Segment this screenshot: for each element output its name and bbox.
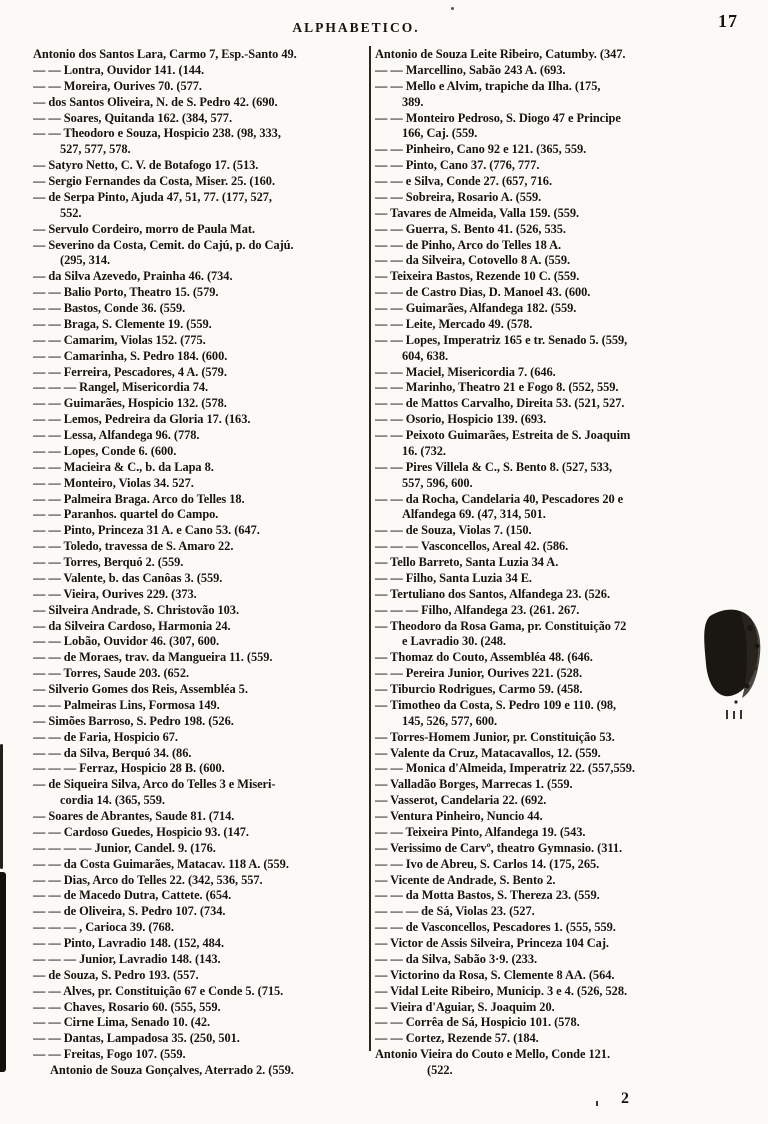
directory-line: 145, 526, 577, 600. — [402, 713, 498, 728]
directory-line: — — Cardoso Guedes, Hospicio 93. (147. — [33, 824, 249, 839]
directory-line: 552. — [60, 205, 82, 220]
directory-line: — — — Filho, Alfandega 23. (261. 267. — [375, 602, 580, 617]
directory-line: — Tello Barreto, Santa Luzia 34 A. — [375, 555, 559, 569]
directory-line: (522. — [427, 1063, 453, 1077]
directory-line: — — de Pinho, Arco do Telles 18 A. — [375, 237, 562, 252]
directory-line: — — Ferreira, Pescadores, 4 A. (579. — [33, 364, 227, 379]
directory-line: — — Osorio, Hospicio 139. (693. — [375, 412, 547, 427]
directory-line: — Silveira Andrade, S. Christovão 103. — [33, 602, 240, 617]
directory-line: — — da Rocha, Candelaria 40, Pescadores 20 e — [375, 491, 624, 506]
directory-line: — Servulo Cordeiro, morro de Paula Mat. — [33, 221, 255, 236]
directory-line: 527, 577, 578. — [60, 142, 131, 157]
directory-line: — — Pinto, Lavradio 148. (152, 484. — [33, 936, 224, 950]
directory-line: — — Pinto, Princeza 31 A. e Cano 53. (647. — [33, 523, 260, 538]
directory-line: — — da Motta Bastos, S. Thereza 23. (559. — [375, 888, 600, 903]
scan-speck — [451, 7, 454, 10]
directory-line: — — Camarim, Violas 152. (775. — [33, 332, 206, 347]
directory-line: — — Guimarães, Hospicio 132. (578. — [33, 396, 227, 411]
directory-column-right — [375, 47, 767, 1092]
directory-line: — — de Moraes, trav. da Mangueira 11. (559. — [33, 650, 273, 665]
directory-line: — — de Souza, Violas 7. (150. — [375, 523, 532, 538]
directory-line: Antonio dos Santos Lara, Carmo 7, Esp.-Santo 49. — [33, 47, 297, 61]
directory-line: — — Cortez, Rezende 57. (184. — [375, 1031, 539, 1046]
directory-line: — Torres-Homem Junior, pr. Constituição 53. — [375, 729, 615, 744]
column-divider-rule — [369, 46, 371, 1051]
directory-line: — — — Rangel, Misericordia 74. — [33, 380, 209, 395]
directory-line: — — Torres, Saude 203. (652. — [33, 666, 190, 681]
directory-line: — — Alves, pr. Constituição 67 e Conde 5. (715. — [33, 983, 284, 998]
directory-line: — — Lessa, Alfandega 96. (778. — [33, 428, 200, 442]
directory-line: — — Leite, Mercado 49. (578. — [375, 316, 533, 331]
directory-line: — — Lemos, Pedreira da Gloria 17. (163. — [33, 412, 251, 427]
directory-line: — Vasserot, Candelaria 22. (692. — [375, 793, 547, 808]
directory-line: — — Freitas, Fogo 107. (559. — [33, 1047, 186, 1062]
directory-line: — — da Silva, Sabão 3·9. (233. — [375, 951, 538, 966]
directory-line: — — Pinto, Cano 37. (776, 777. — [375, 158, 540, 173]
directory-line: — de Serpa Pinto, Ajuda 47, 51, 77. (177, 527, — [33, 189, 272, 204]
directory-line: — — Bastos, Conde 36. (559. — [33, 301, 186, 315]
directory-line: 557, 596, 600. — [402, 475, 473, 490]
directory-line: — Simões Barroso, S. Pedro 198. (526. — [33, 713, 234, 728]
directory-line: — — Sobreira, Rosario A. (559. — [375, 189, 542, 204]
directory-line: — — Maciel, Misericordia 7. (646. — [375, 364, 556, 379]
directory-line: — — da Silveira, Cotovello 8 A. (559. — [375, 253, 571, 268]
directory-line: — — de Faria, Hospicio 67. — [33, 729, 178, 744]
directory-line: — — Corrêa de Sá, Hospicio 101. (578. — [375, 1015, 580, 1030]
directory-line: — — Balio Porto, Theatro 15. (579. — [33, 285, 219, 300]
directory-line: — — Pires Villela & C., S. Bento 8. (527, 533, — [375, 459, 613, 474]
directory-line: — — Theodoro e Souza, Hospicio 238. (98, 333, — [33, 126, 281, 141]
directory-line: — — Dias, Arco do Telles 22. (342, 536, 557. — [33, 872, 263, 887]
directory-line: — — Chaves, Rosario 60. (555, 559. — [33, 999, 221, 1014]
directory-line: — Tertuliano dos Santos, Alfandega 23. (526. — [375, 586, 610, 601]
directory-line: — Satyro Netto, C. V. de Botafogo 17. (513. — [33, 158, 259, 173]
directory-line: Alfandega 69. (47, 314, 501. — [402, 507, 546, 522]
directory-line: — — Lopes, Conde 6. (600. — [33, 443, 177, 458]
directory-line: — Soares de Abrantes, Saude 81. (714. — [33, 809, 235, 823]
directory-line: — — Ivo de Abreu, S. Carlos 14. (175, 265. — [375, 856, 600, 871]
directory-column-left — [33, 47, 368, 1087]
directory-line: — da Silveira Cardoso, Harmonia 24. — [33, 618, 231, 633]
directory-line: — Silverio Gomes dos Reis, Assembléa 5. — [33, 682, 248, 696]
directory-line: — Theodoro da Rosa Gama, pr. Constituição 72 — [375, 618, 627, 633]
directory-line: — — Lobão, Ouvidor 46. (307, 600. — [33, 634, 220, 649]
directory-line: 16. (732. — [402, 443, 446, 458]
directory-line: — dos Santos Oliveira, N. de S. Pedro 42. (690. — [33, 94, 278, 109]
directory-line: — Vicente de Andrade, S. Bento 2. — [375, 872, 556, 887]
directory-line: — — Mello e Alvim, trapiche da Ilha. (175, — [375, 78, 601, 93]
directory-line: — — Cirne Lima, Senado 10. (42. — [33, 1015, 211, 1030]
directory-line: — — Monica d'Almeida, Imperatriz 22. (557,559. — [375, 761, 635, 776]
directory-line: — Ventura Pinheiro, Nuncio 44. — [375, 809, 543, 823]
directory-line: — — Moreira, Ourives 70. (577. — [33, 78, 202, 93]
directory-line: Antonio de Souza Gonçalves, Aterrado 2. (559. — [50, 1063, 294, 1077]
directory-line: — Teixeira Bastos, Rezende 10 C. (559. — [375, 269, 580, 284]
directory-line: — Vidal Leite Ribeiro, Municip. 3 e 4. (526, 528. — [375, 983, 628, 998]
directory-line: — — Vieira, Ourives 229. (373. — [33, 586, 197, 601]
directory-line: — — Soares, Quitanda 162. (384, 577. — [33, 110, 232, 125]
directory-line: — Vieira d'Aguiar, S. Joaquim 20. — [375, 999, 555, 1014]
directory-line: — — de Mattos Carvalho, Direita 53. (521, 527. — [375, 396, 625, 411]
directory-line: — da Silva Azevedo, Prainha 46. (734. — [33, 269, 233, 284]
directory-line: — — Braga, S. Clemente 19. (559. — [33, 316, 212, 331]
directory-line: — — Monteiro Pedroso, S. Diogo 47 e Principe — [375, 110, 621, 125]
directory-line: — — Toledo, travessa de S. Amaro 22. — [33, 539, 234, 554]
directory-line: — — Peixoto Guimarães, Estreita de S. Joaquim — [375, 428, 631, 442]
directory-line: — Tiburcio Rodrigues, Carmo 59. (458. — [375, 682, 583, 696]
directory-line: — — Marinho, Theatro 21 e Fogo 8. (552, 559. — [375, 380, 619, 395]
scan-edge-mark — [0, 744, 3, 869]
directory-line: — Verissimo de Carvº, theatro Gymnasio. (311. — [375, 840, 623, 855]
directory-line: 604, 638. — [402, 348, 449, 363]
directory-line: (295, 314. — [60, 253, 111, 268]
directory-line: — — — — Junior, Candel. 9. (176. — [33, 840, 216, 855]
directory-line: — Victorino da Rosa, S. Clemente 8 AA. (564. — [375, 967, 615, 982]
directory-line: — — Palmeira Braga. Arco do Telles 18. — [33, 491, 245, 506]
signature-mark: 2 — [621, 1090, 629, 1107]
directory-line: — — Marcellino, Sabão 243 A. (693. — [375, 62, 566, 77]
directory-line: — — — Junior, Lavradio 148. (143. — [33, 951, 221, 966]
directory-line: — — Lopes, Imperatriz 165 e tr. Senado 5. (559, — [375, 332, 628, 347]
directory-line: 166, Caj. (559. — [402, 126, 478, 141]
directory-line: — Valladão Borges, Marrecas 1. (559. — [375, 777, 573, 792]
directory-line: — de Siqueira Silva, Arco do Telles 3 e Miseri- — [33, 777, 276, 792]
directory-line: — — Palmeiras Lins, Formosa 149. — [33, 697, 220, 712]
directory-line: e Lavradio 30. (248. — [402, 634, 506, 649]
directory-line: — — Paranhos. quartel do Campo. — [33, 507, 219, 522]
directory-line: — — Pereira Junior, Ourives 221. (528. — [375, 666, 583, 681]
directory-line: — Timotheo da Costa, S. Pedro 109 e 110. (98, — [375, 697, 617, 712]
directory-line: Antonio Vieira do Couto e Mello, Conde 121. — [375, 1047, 610, 1062]
scan-speck — [596, 1101, 598, 1106]
directory-line: — — da Costa Guimarães, Matacav. 118 A. (559. — [33, 856, 289, 871]
directory-line: — Tavares de Almeida, Valla 159. (559. — [375, 205, 580, 220]
directory-line: — — — , Carioca 39. (768. — [33, 920, 174, 935]
directory-line: — — Valente, b. das Canôas 3. (559. — [33, 570, 223, 585]
directory-line: — — Pinheiro, Cano 92 e 121. (365, 559. — [375, 142, 587, 157]
directory-line: — — Camarinha, S. Pedro 184. (600. — [33, 348, 228, 363]
directory-line: — — Lontra, Ouvidor 141. (144. — [33, 62, 205, 77]
ink-stain-artifact — [700, 598, 768, 738]
directory-line: — — Guimarães, Alfandega 182. (559. — [375, 301, 577, 315]
page-title: ALPHABETICO. — [292, 20, 420, 35]
directory-line: — — Guerra, S. Bento 41. (526, 535. — [375, 221, 566, 236]
directory-line: — — Macieira & C., b. da Lapa 8. — [33, 459, 214, 474]
directory-line: — — Filho, Santa Luzia 34 E. — [375, 570, 532, 585]
scan-edge-mark — [0, 872, 6, 1072]
directory-line: — — — Vasconcellos, Areal 42. (586. — [375, 539, 569, 554]
directory-line: — — Teixeira Pinto, Alfandega 19. (543. — [375, 824, 586, 839]
directory-line: — — de Castro Dias, D. Manoel 43. (600. — [375, 285, 591, 300]
directory-line: — — de Vasconcellos, Pescadores 1. (555, 559. — [375, 920, 616, 935]
directory-line: — — e Silva, Conde 27. (657, 716. — [375, 174, 552, 188]
directory-line: cordia 14. (365, 559. — [60, 793, 165, 808]
directory-line: Antonio de Souza Leite Ribeiro, Catumby. (347. — [375, 47, 626, 61]
directory-line: — — Monteiro, Violas 34. 527. — [33, 475, 194, 490]
directory-line: — — — de Sá, Violas 23. (527. — [375, 904, 535, 919]
directory-line: — de Souza, S. Pedro 193. (557. — [33, 967, 199, 982]
directory-line: — — Torres, Berquó 2. (559. — [33, 555, 184, 569]
directory-line: — Severino da Costa, Cemit. do Cajú, p. do Cajú. — [33, 237, 294, 252]
directory-line: — — — Ferraz, Hospicio 28 B. (600. — [33, 761, 225, 776]
directory-line: — — da Silva, Berquó 34. (86. — [33, 745, 192, 760]
directory-line: — Victor de Assis Silveira, Princeza 104 Caj. — [375, 936, 609, 950]
directory-line: — Valente da Cruz, Matacavallos, 12. (559. — [375, 745, 601, 760]
directory-line: — — Dantas, Lampadosa 35. (250, 501. — [33, 1031, 240, 1046]
directory-line: — — de Macedo Dutra, Cattete. (654. — [33, 888, 232, 903]
directory-line: — Sergio Fernandes da Costa, Miser. 25. (160. — [33, 174, 275, 188]
directory-line: 389. — [402, 94, 424, 109]
page-number: 17 — [718, 11, 738, 31]
directory-line: — Thomaz do Couto, Assembléa 48. (646. — [375, 650, 593, 665]
directory-line: — — de Oliveira, S. Pedro 107. (734. — [33, 904, 226, 919]
